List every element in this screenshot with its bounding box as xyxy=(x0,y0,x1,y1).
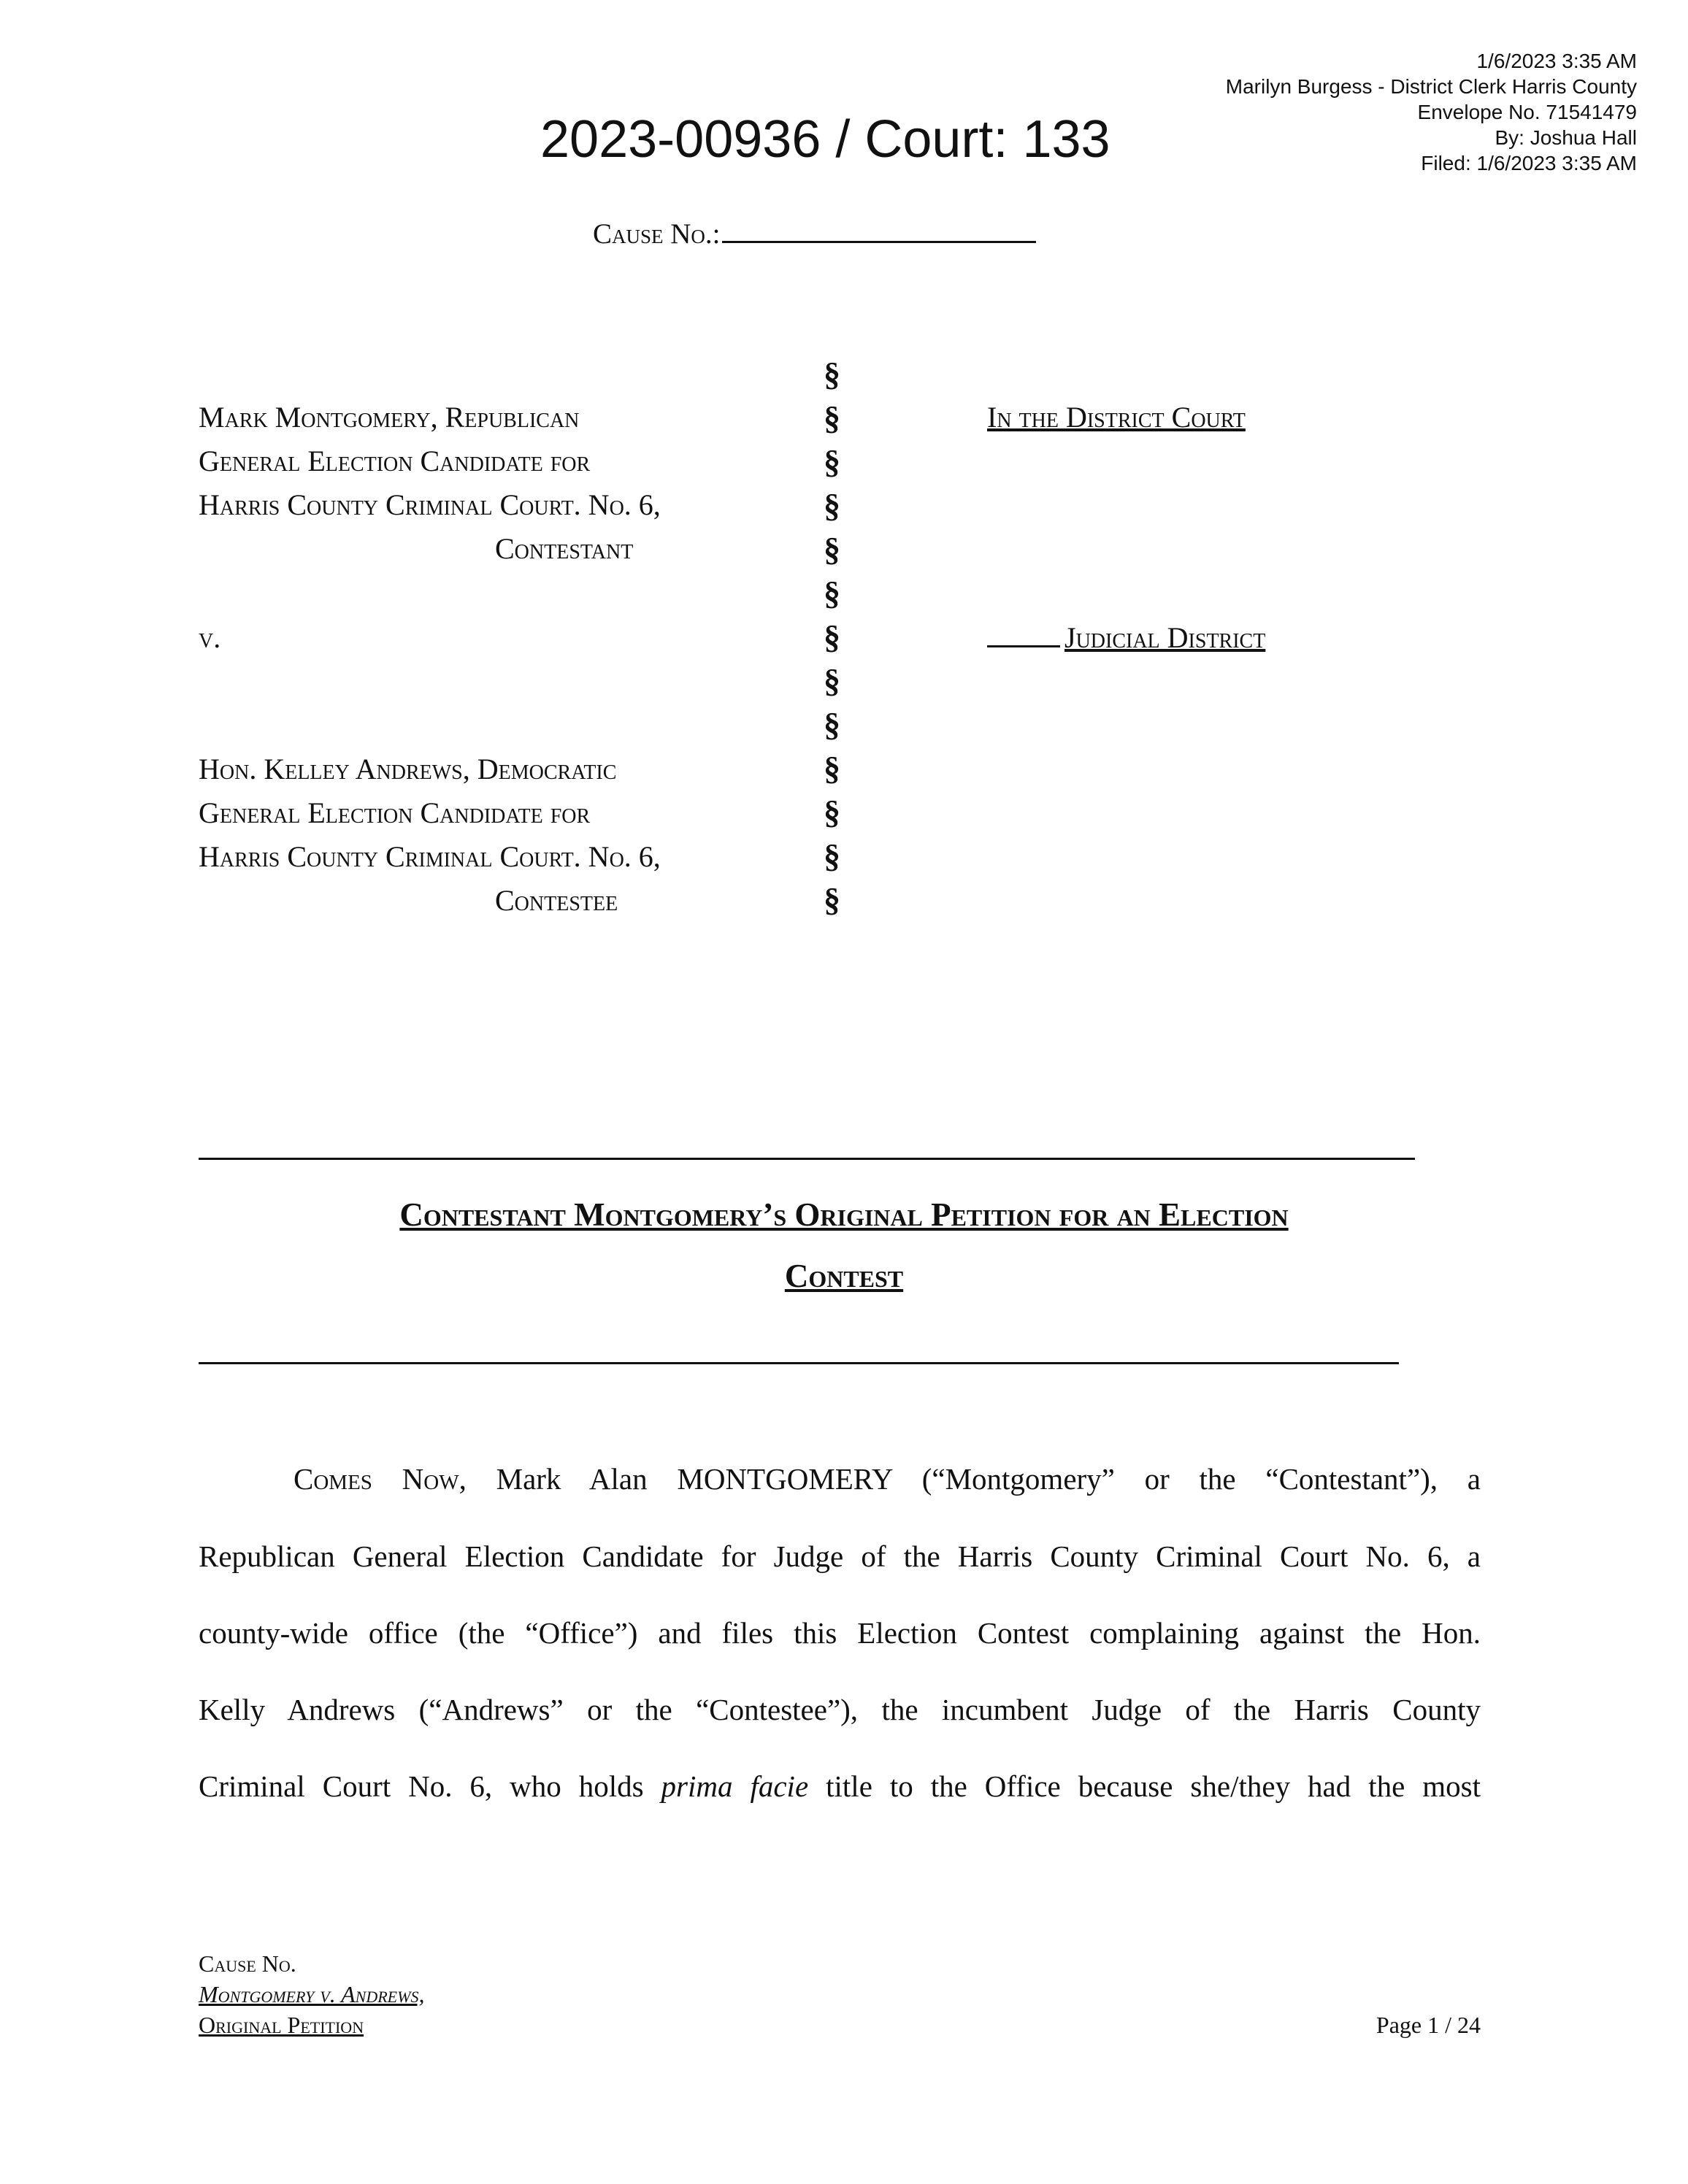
title-rule-bottom xyxy=(199,1362,1399,1364)
section-symbol: § xyxy=(824,574,840,612)
footer-document-name: Original Petition xyxy=(199,2012,364,2038)
body-line-3: county-wide office (the “Office”) and files this Election Contest complaining against the Hon. xyxy=(199,1616,1481,1650)
stamp-clerk: Marilyn Burgess - District Clerk Harris County xyxy=(1225,75,1637,98)
contestee-line-1: Hon. Kelley Andrews, Democratic xyxy=(199,753,617,785)
contestant-line-2: General Election Candidate for xyxy=(199,445,591,477)
stamp-envelope: Envelope No. 71541479 xyxy=(1417,101,1637,123)
district-blank xyxy=(987,620,1060,647)
section-symbol: § xyxy=(824,706,840,743)
contestee-line-2: General Election Candidate for xyxy=(199,796,591,829)
section-symbol: § xyxy=(824,399,840,437)
stamp-datetime: 1/6/2023 3:35 AM xyxy=(1476,50,1637,72)
section-symbol: § xyxy=(824,662,840,699)
contestant-line-3: Harris County Criminal Court. No. 6, xyxy=(199,488,661,521)
title-rule-top xyxy=(199,1158,1415,1160)
petition-title-line-1: Contestant Montgomery’s Original Petition for an Election xyxy=(399,1196,1289,1233)
case-number-header: 2023-00936 / Court: 133 xyxy=(540,110,1110,169)
cause-label: Cause No.: xyxy=(593,218,721,250)
section-symbol: § xyxy=(824,487,840,524)
stamp-filed: Filed: 1/6/2023 3:35 AM xyxy=(1421,152,1637,174)
body-line-5 xyxy=(199,1769,1481,1804)
body-line-1-text: Mark Alan MONTGOMERY (“Montgomery” or the “Contestant”), a xyxy=(466,1462,1481,1496)
section-symbol: § xyxy=(824,531,840,568)
file-stamp xyxy=(1226,48,1637,176)
prima-facie: prima facie xyxy=(661,1769,809,1803)
section-symbol: § xyxy=(824,355,840,393)
section-symbol: § xyxy=(824,837,840,874)
judicial-district xyxy=(987,620,1265,655)
comes-now: Comes Now, xyxy=(294,1462,467,1496)
cause-number-line xyxy=(593,218,1036,250)
contestant-line-1: Mark Montgomery, Republican xyxy=(199,401,580,434)
court-designation: In the District Court xyxy=(987,401,1246,434)
section-symbol: § xyxy=(824,750,840,787)
versus: v. xyxy=(199,621,221,654)
contestant-role: Contestant xyxy=(495,532,634,565)
petition-title-line-2: Contest xyxy=(784,1258,904,1294)
section-symbol: § xyxy=(824,793,840,831)
section-symbol: § xyxy=(824,618,840,655)
contestee-line-3: Harris County Criminal Court. No. 6, xyxy=(199,840,661,873)
body-line-5-b: title to the Office because she/they had the most xyxy=(808,1769,1481,1803)
body-line-5-a: Criminal Court No. 6, who holds xyxy=(199,1769,661,1803)
body-line-1 xyxy=(294,1461,1481,1496)
section-symbol: § xyxy=(824,881,840,918)
stamp-by: By: Joshua Hall xyxy=(1495,126,1637,149)
contestee-role: Contestee xyxy=(495,884,618,917)
judicial-district-label: Judicial District xyxy=(1064,621,1266,654)
footer-case-name: Montgomery v. Andrews, xyxy=(199,1981,425,2007)
body-line-2: Republican General Election Candidate for Judge of the Harris County Criminal Court No. 6, a xyxy=(199,1539,1481,1573)
page-number: Page 1 / 24 xyxy=(1376,2012,1481,2038)
section-symbol: § xyxy=(824,443,840,480)
cause-blank xyxy=(722,219,1036,243)
body-line-4: Kelly Andrews (“Andrews” or the “Contestee”), the incumbent Judge of the Harris County xyxy=(199,1693,1481,1726)
footer-cause-no: Cause No. xyxy=(199,1950,296,1977)
